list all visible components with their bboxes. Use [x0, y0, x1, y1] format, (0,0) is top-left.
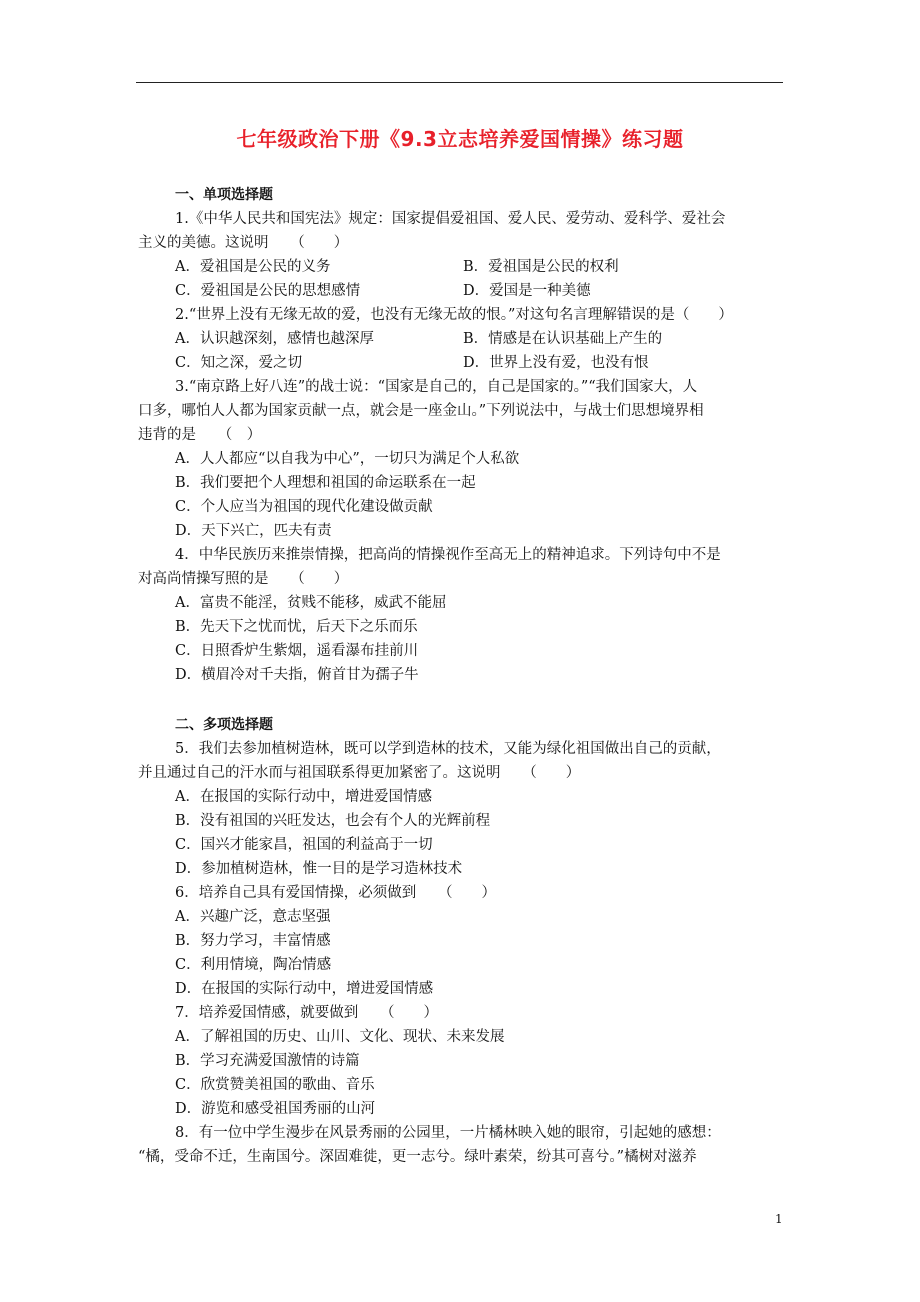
q2-option-c: C．知之深，爱之切: [175, 355, 303, 371]
q2-option-d: D．世界上没有爱，也没有恨: [463, 355, 649, 371]
q5-option-c: C．国兴才能家昌，祖国的利益高于一切: [175, 837, 433, 853]
q1-stem-line1: 1.《中华人民共和国宪法》规定：国家提倡爱祖国、爱人民、爱劳动、爱科学、爱社会: [175, 211, 726, 227]
q4-stem-line1: 4．中华民族历来推崇情操，把高尚的情操视作至高无上的精神追求。下列诗句中不是: [175, 547, 721, 563]
q1-option-a: A．爱祖国是公民的义务: [175, 259, 331, 275]
q4-option-b: B．先天下之忧而忧，后天下之乐而乐: [175, 619, 418, 635]
q4-option-c: C．日照香炉生紫烟，遥看瀑布挂前川: [175, 643, 419, 659]
q3-option-a: A．人人都应“以自我为中心”，一切只为满足个人私欲: [175, 451, 520, 467]
q7-option-b: B．学习充满爱国激情的诗篇: [175, 1053, 360, 1069]
header-rule: [136, 82, 783, 83]
q4-stem-line2: 对高尚情操写照的是 （ ）: [138, 571, 349, 587]
page-number: 1: [775, 1212, 783, 1226]
q6-option-c: C．利用情境，陶冶情感: [175, 957, 332, 973]
q7-option-c: C．欣赏赞美祖国的歌曲、音乐: [175, 1077, 375, 1093]
q3-option-b: B．我们要把个人理想和祖国的命运联系在一起: [175, 475, 476, 491]
q7-option-a: A．了解祖国的历史、山川、文化、现状、未来发展: [175, 1029, 505, 1045]
q8-stem-line1: 8．有一位中学生漫步在风景秀丽的公园里，一片橘林映入她的眼帘，引起她的感想：: [175, 1125, 721, 1141]
q3-stem-line3: 违背的是 （ ）: [138, 427, 262, 443]
q5-option-b: B．没有祖国的兴旺发达，也会有个人的光辉前程: [175, 813, 491, 829]
q7-stem: 7．培养爱国情感，就要做到 （ ）: [175, 1005, 438, 1021]
q3-option-c: C．个人应当为祖国的现代化建设做贡献: [175, 499, 433, 515]
q5-stem-line1: 5．我们去参加植树造林，既可以学到造林的技术，又能为绿化祖国做出自己的贡献，: [175, 741, 721, 757]
q4-option-a: A．富贵不能淫，贫贱不能移，威武不能屈: [175, 595, 447, 611]
section-heading-single-choice: 一、单项选择题: [175, 187, 273, 203]
q4-option-d: D．横眉冷对千夫指，俯首甘为孺子牛: [175, 667, 419, 683]
page-title: 七年级政治下册《9.3立志培养爱国情操》练习题: [236, 127, 684, 151]
q7-option-d: D．游览和感受祖国秀丽的山河: [175, 1101, 376, 1117]
q2-stem: 2.“世界上没有无缘无故的爱，也没有无缘无故的恨。”对这句名言理解错误的是（ ）: [175, 307, 733, 323]
q2-option-b: B．情感是在认识基础上产生的: [463, 331, 663, 347]
section-heading-multiple-choice: 二、多项选择题: [175, 717, 273, 733]
q6-option-b: B．努力学习，丰富情感: [175, 933, 331, 949]
q5-option-d: D．参加植树造林，惟一目的是学习造林技术: [175, 861, 463, 877]
q2-option-a: A．认识越深刻，感情也越深厚: [175, 331, 374, 347]
q8-stem-line2: “橘，受命不迁，生南国兮。深固难徙，更一志兮。绿叶素荣，纷其可喜兮。”橘树对滋养: [138, 1149, 697, 1165]
q1-stem-line2: 主义的美德。这说明 （ ）: [138, 235, 349, 251]
q5-option-a: A．在报国的实际行动中，增进爱国情感: [175, 789, 432, 805]
q3-stem-line2: 口多，哪怕人人都为国家贡献一点，就会是一座金山。”下列说法中，与战士们思想境界相: [138, 403, 704, 419]
q1-option-d: D．爱国是一种美德: [463, 283, 591, 299]
q6-option-a: A．兴趣广泛，意志坚强: [175, 909, 331, 925]
q3-stem-line1: 3.“南京路上好八连”的战士说：“国家是自己的，自己是国家的。”“我们国家大，人: [175, 379, 698, 395]
q1-option-b: B．爱祖国是公民的权利: [463, 259, 619, 275]
q5-stem-line2: 并且通过自己的汗水而与祖国联系得更加紧密了。这说明 （ ）: [138, 765, 581, 781]
q6-option-d: D．在报国的实际行动中，增进爱国情感: [175, 981, 434, 997]
q3-option-d: D．天下兴亡，匹夫有责: [175, 523, 332, 539]
q1-option-c: C．爱祖国是公民的思想感情: [175, 283, 361, 299]
q6-stem: 6．培养自己具有爱国情操，必须做到 （ ）: [175, 885, 496, 901]
